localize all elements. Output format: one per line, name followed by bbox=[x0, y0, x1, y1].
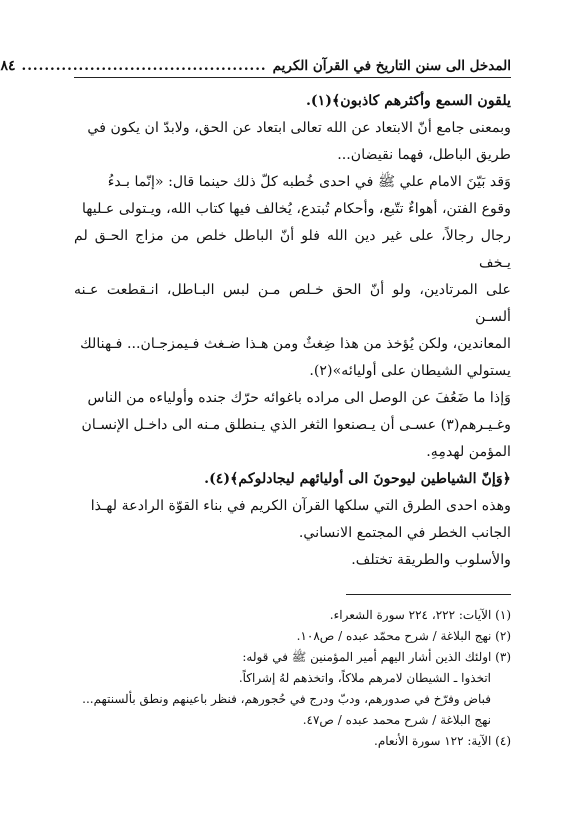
text-line-2: وبمعنى جامع أنّ الابتعاد عن الله تعالى ابتعاد عن الحق، ولابدّ ان يكون في bbox=[87, 120, 511, 136]
page-number: ٨٤ bbox=[0, 58, 16, 74]
text-line-1: يلقون السمع وأكثرهم كاذبون﴾(١). bbox=[305, 93, 511, 109]
text-line-8: المعاندين، ولكن يُؤخذ من هذا ضِغثٌ ومن هـذا ضـغث فـيمزجـان... فـهنالك bbox=[80, 336, 511, 352]
text-line-11: وغـيـرهم(٣) عسـى أن يـصنعوا الثغر الذي يـنطلق مـنه الى داخـل الإنسـان bbox=[81, 417, 511, 433]
footnote-3: (٣) اولئك الذين أشار اليهم أمير المؤمنين ﷺ في قوله: bbox=[242, 650, 511, 664]
running-header bbox=[0, 58, 511, 78]
text-line-12: المؤمن لهدمِهِ. bbox=[426, 444, 511, 460]
main-text bbox=[74, 88, 511, 574]
footnote-3-source: نهج البلاغة / شرح محمد عبده / ص٤٧. bbox=[302, 713, 491, 727]
footnote-divider bbox=[346, 594, 511, 595]
text-line-10: وَإذا ما ضَعُفَ عن الوصل الى مراده باغوائه حرّك جنده وأولياءه من الناس bbox=[87, 390, 511, 406]
footnote-2: (٢) نهج البلاغة / شرح محمّد عبده / ص١٠٨. bbox=[296, 629, 511, 643]
text-line-15: الجانب الخطر في المجتمع الانساني. bbox=[298, 525, 511, 541]
text-line-16: والأسلوب والطريقة تختلف. bbox=[351, 552, 511, 568]
header-dot-leader: ........................................... bbox=[21, 58, 267, 74]
footnote-3-quote-line-1: اتخذوا ـ الشيطان لامرهم ملاكاً، واتخذهم لهُ إشراكاً. bbox=[238, 671, 491, 685]
running-title: المدخل الى سنن التاريخ في القرآن الكريم bbox=[272, 58, 511, 74]
footnotes bbox=[74, 605, 511, 752]
footnote-3-quote-line-2: فباض وفرّخ في صدورهم، ودبّ ودرج في حُجورهم، فنظر باعينهم ونطق بألسنتهم... bbox=[82, 692, 491, 706]
text-line-13: ﴿وَإنّ الشياطين ليوحونَ الى أوليائهم ليجادلوكم﴾(٤). bbox=[204, 471, 511, 487]
text-line-4: وَقد بَيّنَ الامام علي ﷺ في احدى خُطبه كلّ ذلك حينما قال: «إنّما بـدءُ bbox=[107, 174, 511, 190]
text-line-6: رجال رجالاً، على غير دين الله فلو أنّ الباطل خلص من مزاج الحـق لم يـخف bbox=[74, 228, 511, 271]
footnote-1: (١) الآيات: ٢٢٢، ٢٢٤ سورة الشعراء. bbox=[329, 608, 511, 622]
text-line-9: يستولي الشيطان على أوليائه»(٢). bbox=[309, 363, 511, 379]
text-line-7: على المرتادين، ولو أنّ الحق خـلص مـن لبس البـاطل، انـقطعت عـنه ألسـن bbox=[74, 282, 511, 325]
text-line-5: وقوع الفتن، أهواءٌ تتّبع، وأحكام تُبتدع، يُخالف فيها كتاب الله، ويـتولى عـليها bbox=[81, 201, 511, 217]
text-line-14: وهذه احدى الطرق التي سلكها القرآن الكريم في بناء القوّة الرادعة لهـذا bbox=[90, 498, 511, 514]
footnote-4: (٤) الآية: ١٢٢ سورة الأنعام. bbox=[374, 734, 511, 748]
text-line-3: طريق الباطل، فهما نقيضان... bbox=[337, 147, 511, 163]
